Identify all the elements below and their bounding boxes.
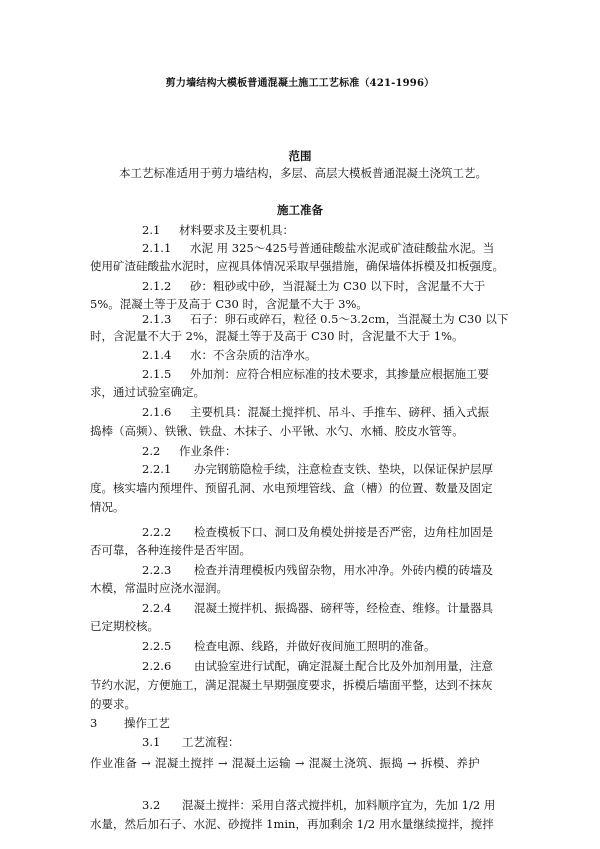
section-number: 2.1.5	[142, 367, 172, 381]
section-2-1-5-cont: 求，通过试验室确定。	[90, 385, 205, 399]
section-2-2-1	[142, 461, 493, 477]
section-2-2-4	[142, 600, 493, 616]
section-3	[90, 715, 170, 731]
section-number: 2.1.3	[142, 312, 172, 326]
section-number: 2.2	[142, 444, 161, 458]
section-text: 水：不含杂质的洁净水。	[190, 348, 317, 362]
section-2-2	[142, 443, 237, 459]
prep-heading: 施工准备	[277, 203, 323, 217]
section-text: 检查电源、线路，并做好夜间施工照明的准备。	[194, 639, 436, 653]
section-2-2-2	[142, 524, 493, 540]
section-number: 2.1.4	[142, 348, 172, 362]
section-number: 2.2.5	[142, 639, 172, 653]
section-text: 材料要求及主要机具：	[179, 223, 294, 237]
section-2-1-2-cont: 5%。混凝土等于及高于 C30 时，含泥量不大于 3%。	[90, 297, 368, 311]
section-2-2-1-cont2: 情况。	[90, 500, 125, 514]
section-text: 检查并清理模板内残留杂物，用水冲净。外砖内模的砖墙及	[194, 563, 493, 577]
section-text: 主要机具：混凝土搅拌机、吊斗、手推车、磅秤、插入式振	[190, 405, 489, 419]
section-text: 混凝土搅拌：采用自落式搅拌机，加料顺序宜为，先加 1/2 用	[182, 798, 496, 812]
section-2-1	[142, 222, 294, 238]
section-text: 操作工艺	[124, 716, 170, 730]
section-3-2-cont: 水量，然后加石子、水泥、砂搅拌 1min，再加剩余 1/2 用水量继续搅拌，搅拌	[90, 817, 494, 831]
scope-heading: 范围	[288, 149, 312, 163]
section-text: 办完钢筋隐检手续，注意检查支铁、垫块，以保证保护层厚	[194, 462, 493, 476]
section-text: 外加剂：应符合相应标准的技术要求，其掺量应根据施工要	[190, 367, 489, 381]
section-2-1-3	[142, 311, 508, 327]
section-text: 由试验室进行试配，确定混凝土配合比及外加剂用量，注意	[194, 659, 493, 673]
section-number: 2.1.2	[142, 279, 172, 293]
section-text: 水泥 用 325～425号普通硅酸盐水泥或矿渣硅酸盐水泥。当	[190, 241, 495, 255]
section-number: 3.2	[142, 798, 161, 812]
section-2-1-5	[142, 366, 489, 382]
section-text: 检查模板下口、洞口及角模处拼接是否严密，边角柱加固是	[194, 525, 493, 539]
section-number: 3.1	[142, 735, 161, 749]
section-2-2-1-cont: 度。核实墙内预埋件、预留孔洞、水电预埋管线、盒（槽）的位置、数量及固定	[90, 481, 493, 495]
document-title: 剪力墙结构大模板普通混凝土施工工艺标准（421-1996）	[165, 78, 435, 89]
section-text: 砂：粗砂或中砂，当混凝土为 C30 以下时，含泥量不大于	[190, 279, 486, 293]
section-text: 工艺流程：	[182, 735, 240, 749]
section-2-2-2-cont: 否可靠，各种连接件是否牢固。	[90, 543, 251, 557]
section-2-2-4-cont: 已定期校核。	[90, 619, 159, 633]
section-3-1	[142, 734, 240, 750]
section-2-2-3	[142, 562, 493, 578]
section-text: 石子：卵石或碎石，粒径 0.5～3.2cm，当混凝土为 C30 以下	[190, 312, 509, 326]
section-number: 2.2.1	[142, 462, 172, 476]
section-number: 2.2.6	[142, 659, 172, 673]
section-number: 2.1.1	[142, 241, 172, 255]
scope-text: 本工艺标准适用于剪力墙结构，多层、高层大模板普通混凝土浇筑工艺。	[119, 166, 487, 180]
section-2-1-2	[142, 278, 485, 294]
section-number: 3	[90, 716, 98, 730]
section-2-2-6-cont: 节约水泥，方便施工，满足混凝土早期强度要求，拆模后墙面平整，达到不抹灰	[90, 678, 493, 692]
section-2-2-6	[142, 658, 493, 674]
section-2-2-3-cont: 木模，常温时应浇水湿润。	[90, 581, 228, 595]
section-2-1-6-cont: 捣棒（高频）、铁锹、铁盘、木抹子、小平锹、水勺、水桶、胶皮水管等。	[90, 424, 464, 438]
section-2-1-3-cont: 时，含泥量不大于 2%，混凝土等于及高于 C30 时，含泥量不大于 1%。	[90, 329, 464, 343]
section-number: 2.2.2	[142, 525, 172, 539]
section-2-2-5	[142, 638, 436, 654]
section-3-2	[142, 797, 495, 813]
process-flow: 作业准备 → 混凝土搅拌 → 混凝土运输 → 混凝土浇筑、振捣 → 拆模、养护	[90, 756, 480, 770]
section-2-1-6	[142, 404, 489, 420]
section-2-1-1	[142, 240, 494, 256]
section-number: 2.2.3	[142, 563, 172, 577]
section-text: 作业条件：	[179, 444, 237, 458]
section-2-2-6-cont2: 的要求。	[90, 697, 136, 711]
section-number: 2.1.6	[142, 405, 172, 419]
section-number: 2.2.4	[142, 601, 172, 615]
section-2-1-1-cont: 使用矿渣硅酸盐水泥时，应视具体情况采取早强措施，确保墙体拆模及扣板强度。	[90, 259, 504, 273]
section-number: 2.1	[142, 223, 161, 237]
section-text: 混凝土搅拌机、振捣器、磅秤等，经检查、维修。计量器具	[194, 601, 493, 615]
section-2-1-4	[142, 347, 317, 363]
